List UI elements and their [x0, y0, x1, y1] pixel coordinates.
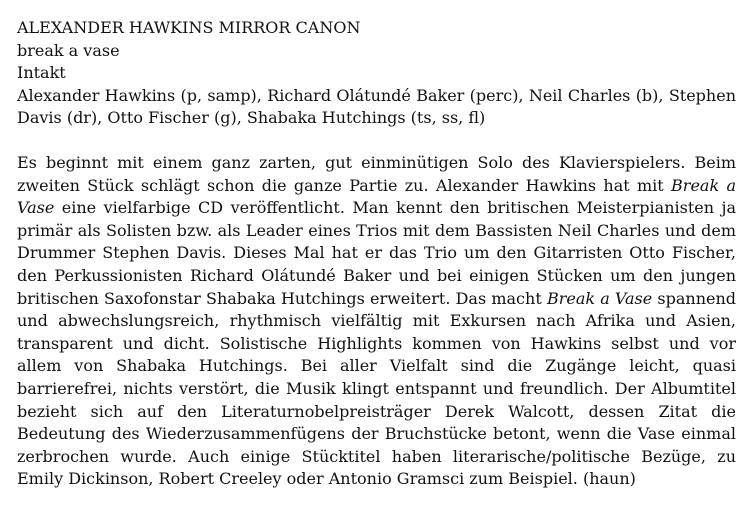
- paragraph-gap: [17, 130, 736, 152]
- album-title-italic-1: Break a Vase: [17, 175, 736, 218]
- artist-title: ALEXANDER HAWKINS MIRROR CANON: [17, 18, 361, 37]
- album-title-italic-2: Break a Vase: [546, 288, 653, 308]
- review-text: [17, 152, 736, 491]
- personnel-list: Alexander Hawkins (p, samp), Richard Olátundé Baker (perc), Neil Charles (b), Stephen Davis (dr), Otto Fischer (g), Shabaka Hutchings (ts, ss, fl): [17, 85, 736, 128]
- review-text-part-2: eine vielfarbige CD veröffentlicht. Man kennt den britischen Meisterpianisten ja primär als Solisten bzw. als Leader eines Trios mit dem Bassisten Neil Charles und dem Drummer Stephen Davis. Dieses Mal hat er das Trio um den Gitarristen Otto Fischer, den Perkussionisten Richard Olátundé Baker und bei einigen Stücken um den jungen britischen Saxofonstar Shabaka Hutchings erweitert. Das macht: [17, 198, 736, 308]
- album-title: break a vase: [17, 40, 120, 60]
- record-label: Intakt: [17, 63, 66, 83]
- review-text-part-3: spannend und abwechslungsreich, rhythmisch vielfältig mit Exkursen nach Afrika und Asien, transparent und dicht. Solistische Highlights kommen von Hawkins selbst und vor allem von Shabaka Hutchings. Bei aller Vielfalt sind die Zugänge leicht, quasi barrierefrei, nichts verstört, die Musik klingt entspannt und freundlich. Der Albumtitel bezieht sich auf den Literaturnobelpreisträger Derek Walcott, dessen Zitat die Bedeutung des Wiederzusammenfügens der Bruchstücke betont, wenn die Vase einmal zerbrochen wurde. Auch einige Stücktitel haben literarische/politische Bezüge, zu Emily Dickinson, Robert Creeley oder Antonio Gramsci zum Beispiel. (haun): [17, 288, 737, 489]
- review-text-part-1: Es beginnt mit einem ganz zarten, gut einminütigen Solo des Klavierspielers. Beim zweiten Stück schlägt schon die ganze Partie zu. Alexander Hawkins hat mit: [17, 152, 736, 195]
